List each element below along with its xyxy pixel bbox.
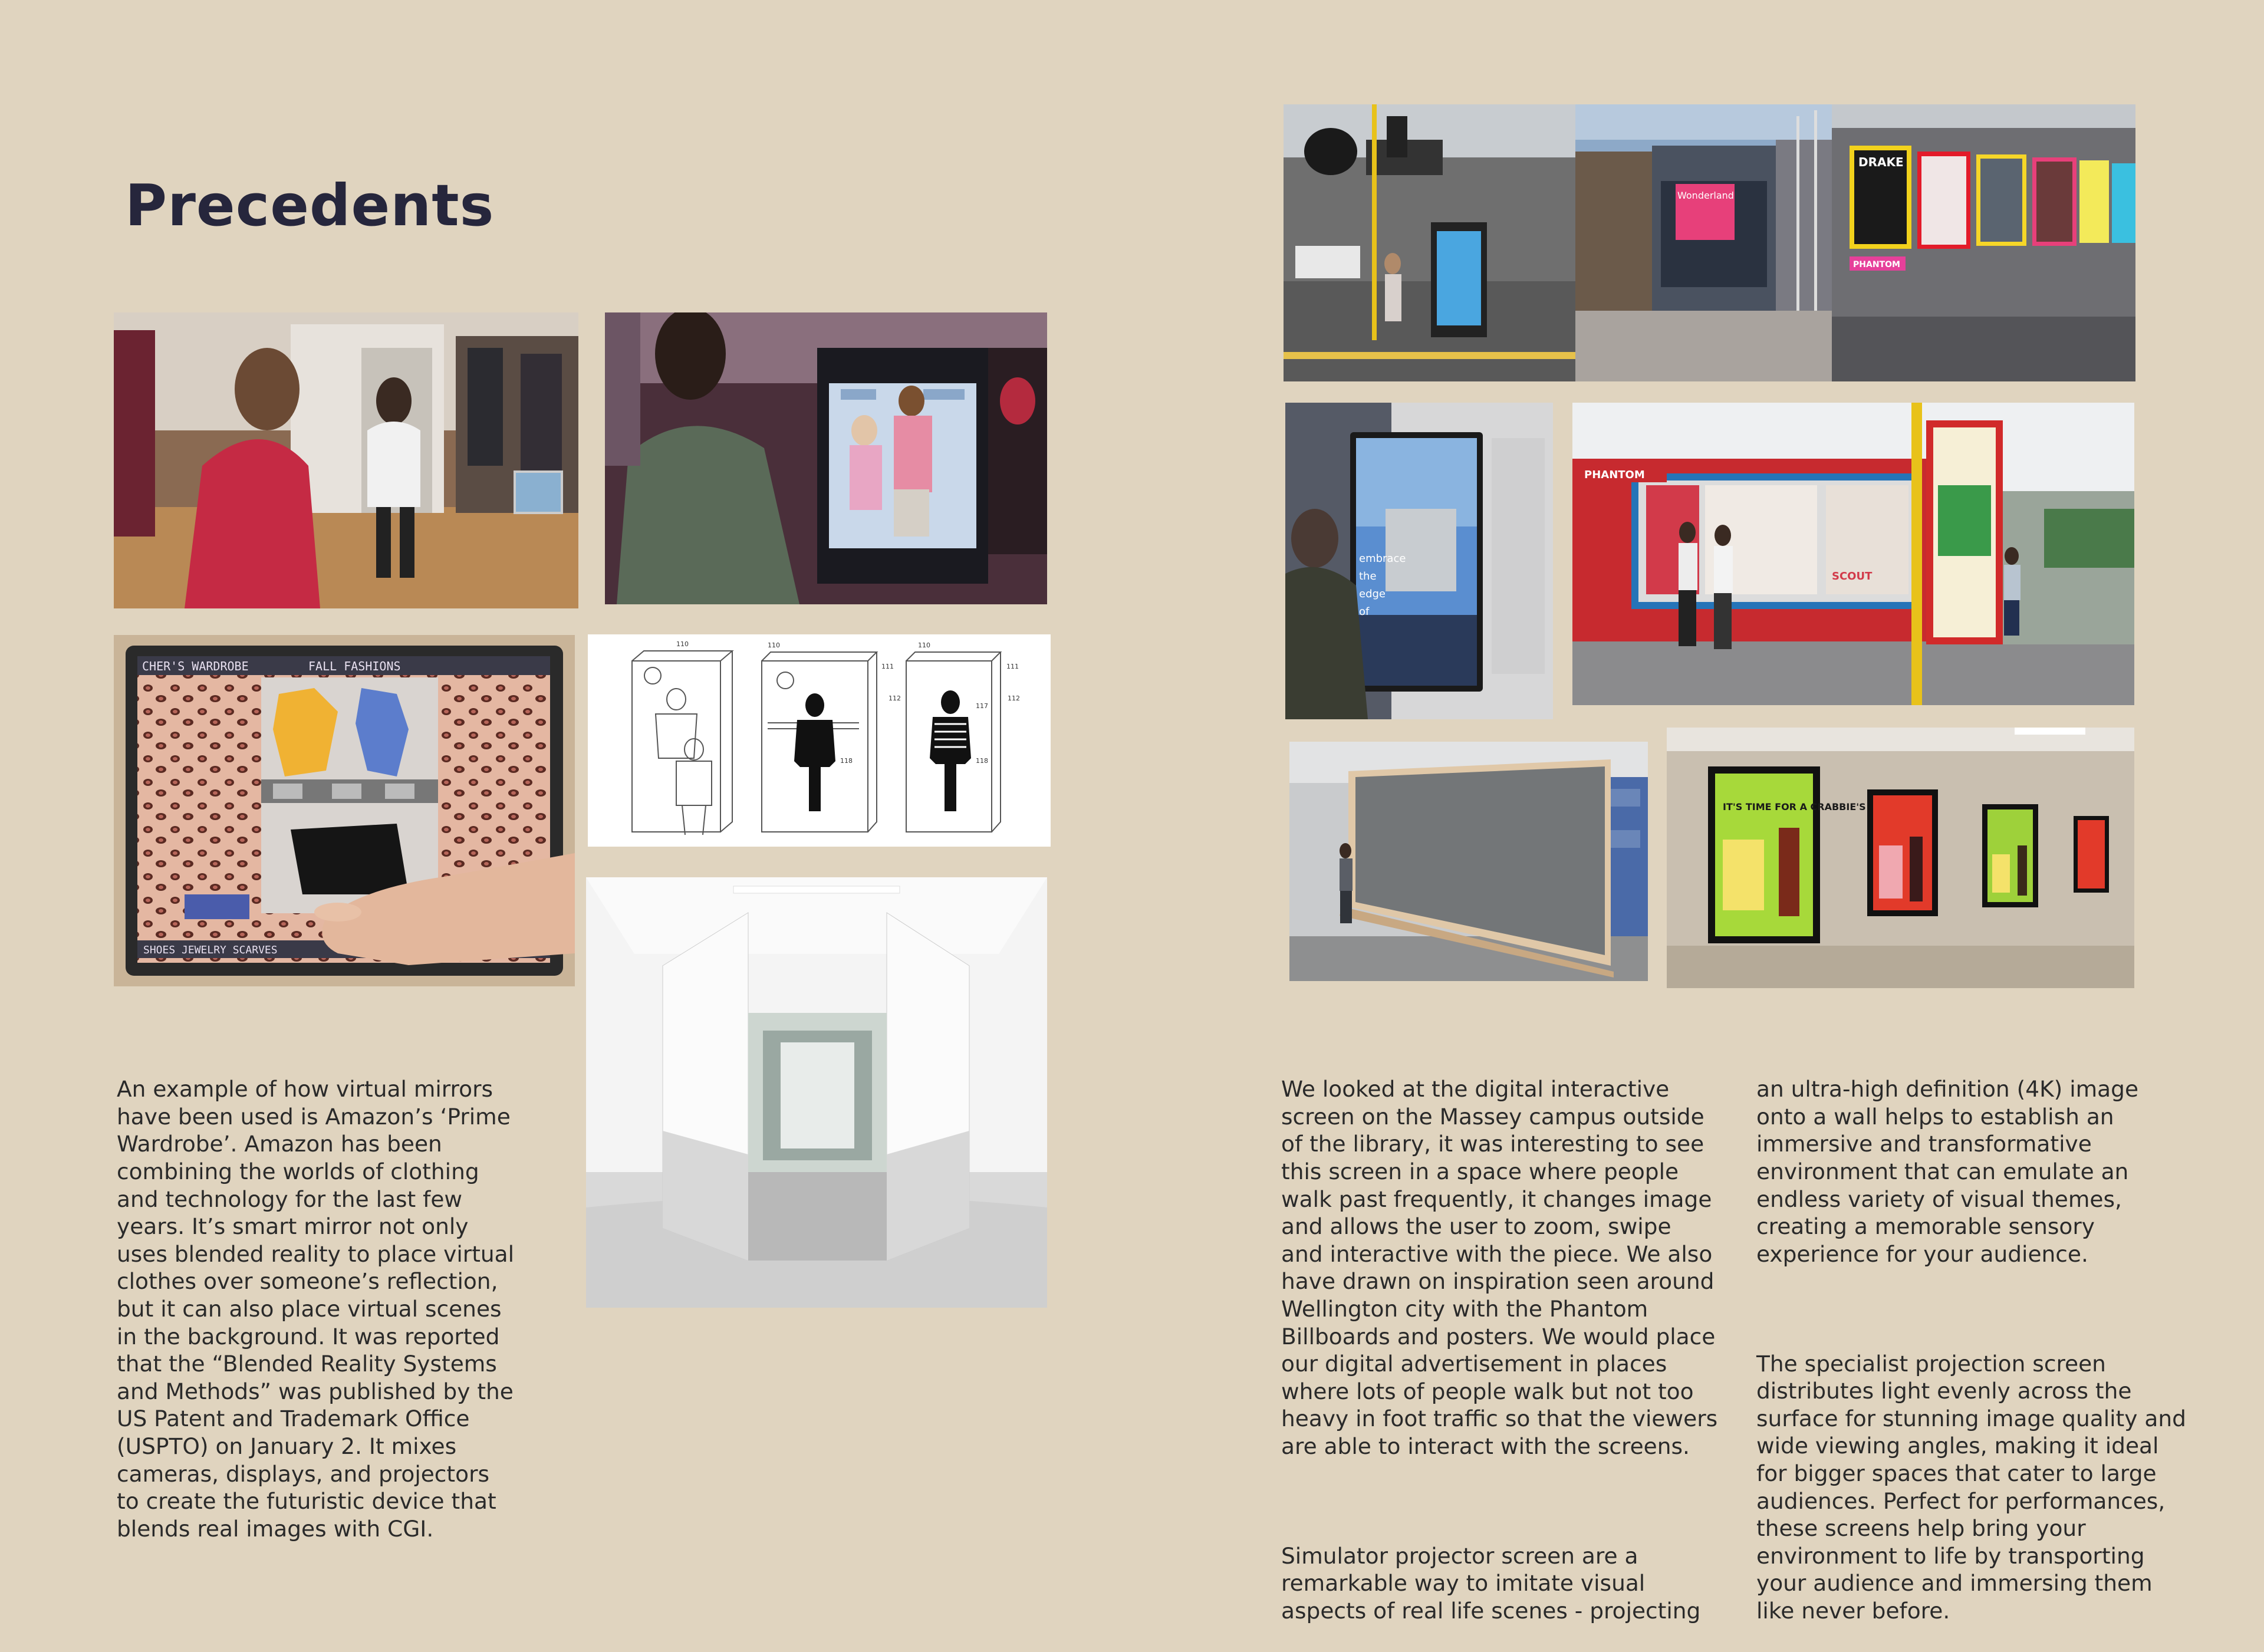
svg-text:edge: edge [1359, 588, 1386, 600]
scout-sign: SCOUT [1832, 570, 1873, 583]
right-paragraph-2: The specialist projection screen distributes light evenly across the surface for stunning image quality and wide viewing angles, making it ideal for bigger spaces that cater to large audiences. Perfect for performances, these screens help bring your environment to life by transporting your audience and immersing them like never before. [1756, 1350, 2186, 1624]
patent-label-118a: 118 [840, 757, 853, 765]
patent-label-112a: 112 [889, 695, 901, 702]
middle-paragraph-1: We looked at the digital interactive screen on the Massey campus outside of the library, it was interesting to see this screen in a space where people walk past frequently, it changes image and allows the user to zoom, swipe and interactive with the piece. We also have drawn on inspiration seen around Wellington city with the Phantom Billboards and posters. We would place our digital advertisement in places where lots of people walk but not too heavy in foot traffic so that the viewers are able to interact with the screens. [1281, 1076, 1718, 1459]
patent-label-111b: 111 [1006, 663, 1019, 670]
patent-label-b: 110 [768, 641, 780, 649]
poster-1-text: IT'S TIME FOR A CRABBIE'S [1723, 801, 1866, 812]
patent-label-112b: 112 [1008, 695, 1020, 702]
phantom-sign-1: PHANTOM [1853, 260, 1900, 269]
middle-text-column [1281, 1021, 1717, 1652]
smart-mirror-shop-photo [114, 312, 578, 608]
right-paragraph-1: an ultra-high definition (4K) image onto a wall helps to establish an immersive and transformative environment that can emulate an endless variety of visual themes, creating a memorable sensory experience for your audience. [1756, 1076, 2139, 1267]
patent-drawing [588, 634, 1051, 847]
drake-poster: DRAKE [1858, 155, 1904, 169]
svg-text:the: the [1359, 570, 1377, 583]
left-paragraph: An example of how virtual mirrors have been used is Amazon’s ‘Prime Wardrobe’. Amazon has been combining the worlds of clothing and technology for the last few years. It’s smart mirror not only uses blended reality to place virtual clothes over someone’s reflection, but it can also place virtual scenes in the background. It was reported that the “Blended Reality Systems and Methods” was published by the US Patent and Trademark Office (USPTO) on January 2. It mixes cameras, displays, and projectors to create the futuristic device that blends real images with CGI. [117, 1076, 515, 1542]
wonderland-sign: Wonderland [1677, 190, 1734, 201]
patent-label-a: 110 [676, 640, 689, 648]
svg-text:embrace: embrace [1359, 552, 1406, 565]
svg-text:of: of [1359, 605, 1370, 618]
street-billboards-photo [1284, 104, 2135, 381]
virtual-mirror-photo [605, 312, 1047, 604]
projection-screen-photo [1289, 742, 1648, 981]
middle-paragraph-2: Simulator projector screen are a remarkable way to imitate visual aspects of real life scenes - projecting [1281, 1542, 1701, 1624]
right-text-column [1756, 1021, 2186, 1652]
phantom-sign-2: PHANTOM [1584, 469, 1645, 481]
clueless-label-bottom: SHOES JEWELRY SCARVES [143, 944, 278, 956]
page-title: Precedents [125, 172, 495, 239]
lightbox-posters-photo [1667, 728, 2134, 988]
clueless-label-left: CHER'S WARDROBE [142, 659, 249, 673]
interactive-screen-photo [1285, 403, 1553, 719]
patent-label-111a: 111 [881, 663, 894, 670]
clueless-label-right: FALL FASHIONS [308, 659, 401, 673]
clueless-closet-screen-photo [114, 635, 575, 986]
mirror-installation-photo [586, 877, 1047, 1308]
left-text-column [117, 1021, 514, 1570]
patent-label-118b: 118 [976, 757, 988, 765]
phantom-billboard-photo [1572, 403, 2134, 705]
patent-label-117: 117 [976, 702, 988, 710]
patent-label-c: 110 [918, 641, 930, 649]
